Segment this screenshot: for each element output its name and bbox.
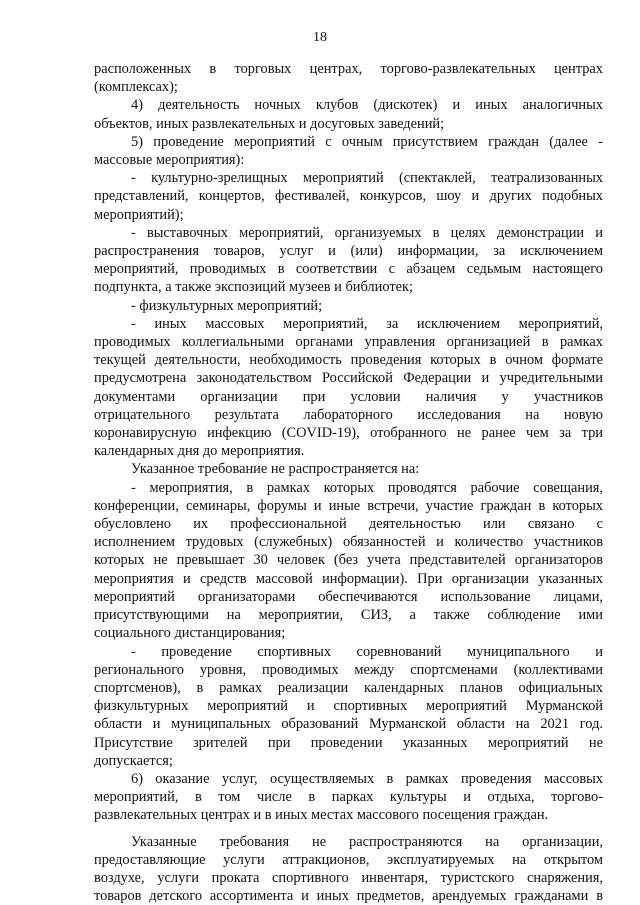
text-line: допускается; [94, 752, 173, 769]
text-line: Присутствие зрителей при проведении указанных мероприятий не [94, 734, 603, 751]
document-body [94, 60, 603, 905]
text-line: воздухе, услуги проката спортивного инвентаря, туристского снаряжения, [94, 869, 603, 886]
text-line: регионального уровня, проводимых между спортсменами (коллективами [94, 661, 603, 678]
text-line: - выставочных мероприятий, организуемых в целях демонстрации и [131, 224, 603, 241]
text-line: - культурно-зрелищных мероприятий (спектаклей, театрализованных [131, 170, 603, 187]
text-line: представлений, концертов, фестивалей, конкурсов, шоу и других подобных [94, 188, 603, 205]
text-line: - мероприятия, в рамках которых проводятся рабочие совещания, [131, 479, 603, 496]
text-line: исполнением трудовых (служебных) обязанностей и количество участников [94, 534, 603, 551]
text-line: которых не превышает 30 человек (без учета представителей организаторов [94, 552, 603, 569]
text-line: расположенных в торговых центрах, торгово-развлекательных центрах [94, 61, 603, 77]
text-line: 4) деятельность ночных клубов (дискотек) и иных аналогичных [131, 97, 603, 114]
text-line: 6) оказание услуг, осуществляемых в рамках проведения массовых [131, 770, 603, 787]
paragraph-exhibitions [94, 224, 603, 297]
text-line: объектов, иных развлекательных и досуговых заведений; [94, 115, 445, 132]
text-line: массовые мероприятия): [94, 152, 245, 169]
text-line: конференции, семинары, форумы и иные встречи, участие граждан в которых [94, 497, 603, 514]
paragraph-item-4 [94, 96, 603, 132]
paragraph-competitions [94, 643, 603, 770]
text-line: текущей деятельности, необходимость проведения которых в очном формате [94, 352, 603, 369]
text-line: мероприятий организаторами обеспечиваются использование лицами, [94, 588, 603, 605]
text-line: предоставляющие услуги аттракционов, эксплуатируемых на открытом [94, 851, 603, 868]
text-line: обусловлено их профессиональной деятельностью или связано с [94, 516, 603, 533]
text-line: проводимых коллегиальными органами управления организацией в рамках [94, 334, 603, 351]
text-line: календарных дня до мероприятия. [94, 443, 305, 460]
paragraph-not-applies [94, 460, 603, 478]
text-line: отрицательного результата лабораторного исследования на новую [94, 406, 603, 423]
paragraph-item-6 [94, 770, 603, 825]
text-line: подпункта, а также экспозиций музеев и библиотек; [94, 279, 413, 296]
text-line: - проведение спортивных соревнований муниципального и [131, 643, 603, 660]
text-line: распространения товаров, услуг и (или) информации, за исключением [94, 243, 603, 260]
text-line: мероприятий, проводимых в соответствии с абзацем седьмым настоящего [94, 261, 603, 278]
paragraph-continued [94, 60, 603, 96]
text-line: Указанные требования не распространяются на организации, [131, 833, 603, 850]
paragraph-requirements [94, 833, 603, 905]
text-line: - иных массовых мероприятий, за исключением мероприятий, [131, 315, 603, 332]
text-line: развлекательных центрах и в иных местах массового посещения граждан. [94, 807, 549, 824]
text-line: Указанное требование не распространяется на: [131, 461, 420, 478]
text-line: мероприятий, в том числе в парках культуры и отдыха, торгово- [94, 789, 603, 806]
text-line: спортсменов), в рамках реализации календарных планов официальных [94, 679, 603, 696]
paragraph-other [94, 315, 603, 461]
paragraph-sports [94, 297, 603, 315]
paragraph-work-meetings [94, 479, 603, 643]
text-line: мероприятия и средств массовой информации). При организации указанных [94, 570, 603, 587]
text-line: области и муниципальных образований Мурманской области на 2021 год. [94, 716, 603, 733]
text-line: (комплексах); [94, 79, 178, 96]
paragraph-gap [94, 825, 603, 833]
text-line: документами организации при условии наличия у участников [94, 388, 603, 405]
text-line: 5) проведение мероприятий с очным присутствием граждан (далее - [131, 133, 603, 150]
text-line: присутствующими на мероприятии, СИЗ, а также соблюдение ими [94, 607, 603, 624]
text-line: мероприятий); [94, 206, 184, 223]
paragraph-cultural [94, 169, 603, 224]
paragraph-item-5 [94, 133, 603, 169]
text-line: физкультурных мероприятий и спортивных мероприятий Мурманской [94, 698, 603, 715]
text-line: - физкультурных мероприятий; [131, 297, 323, 314]
text-line: товаров детского ассортимента и иных предметов, арендуемых гражданами в [94, 888, 603, 905]
text-line: социального дистанцирования; [94, 625, 286, 642]
text-line: предусмотрена законодательством Российской Федерации и учредительными [94, 370, 603, 387]
text-line: коронавирусную инфекцию (COVID-19), отобранного не ранее чем за три [94, 425, 603, 442]
page-number: 18 [313, 30, 327, 45]
